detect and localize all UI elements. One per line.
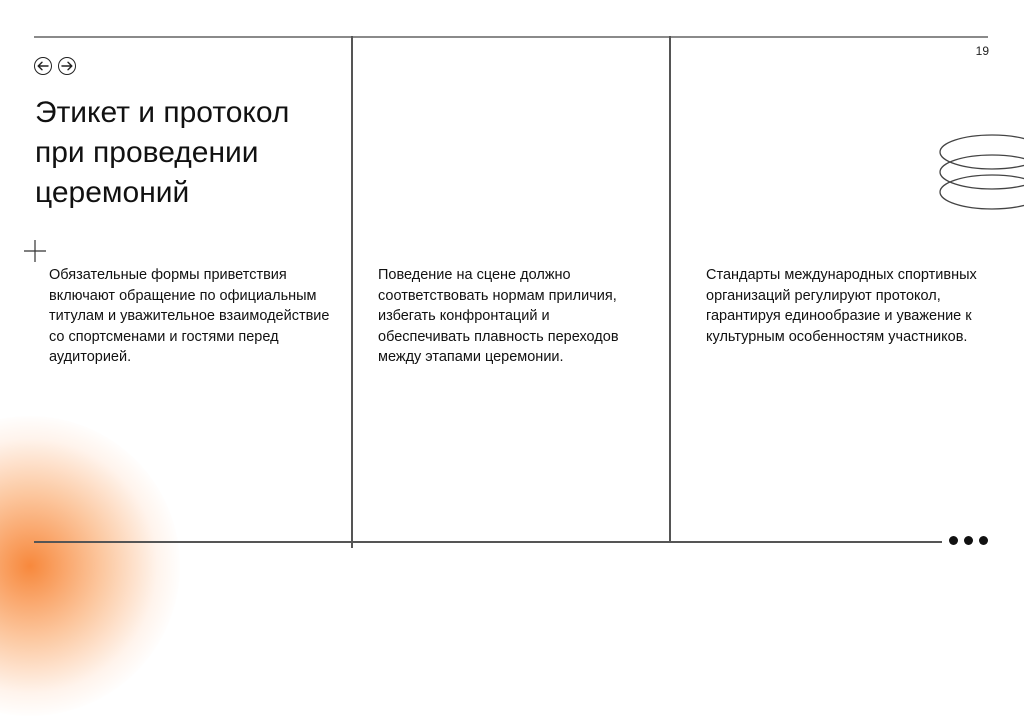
page-number: 19 [975, 44, 989, 58]
rings-decoration-icon [934, 130, 1024, 225]
column-1-text: Обязательные формы приветствия включают обращение по официальным титулам и уважительное взаимодействие со спортсменами и гостями перед аудиторией. [49, 267, 330, 365]
column-divider-2 [669, 36, 671, 542]
column-3-text: Стандарты международных спортивных организаций регулируют протокол, гарантируя единообразие и уважение к культурным особенностям участников. [706, 267, 977, 345]
more-dots-icon[interactable] [949, 536, 988, 545]
orange-glow-decoration [0, 416, 180, 716]
plus-icon [24, 240, 46, 267]
dot [964, 536, 973, 545]
dot [949, 536, 958, 545]
dot [979, 536, 988, 545]
column-divider-1 [351, 36, 353, 548]
arrow-left-circle-icon[interactable] [34, 57, 52, 75]
bottom-divider [34, 541, 942, 543]
slide-title: Этикет и протокол при проведении церемоний [35, 96, 290, 209]
top-divider [34, 36, 988, 38]
arrow-right-circle-icon[interactable] [58, 57, 76, 75]
column-2-text: Поведение на сцене должно соответствовать нормам приличия, избегать конфронтаций и обеспечивать плавность переходов между этапами церемонии. [378, 267, 619, 365]
slide-navigation [34, 57, 76, 75]
